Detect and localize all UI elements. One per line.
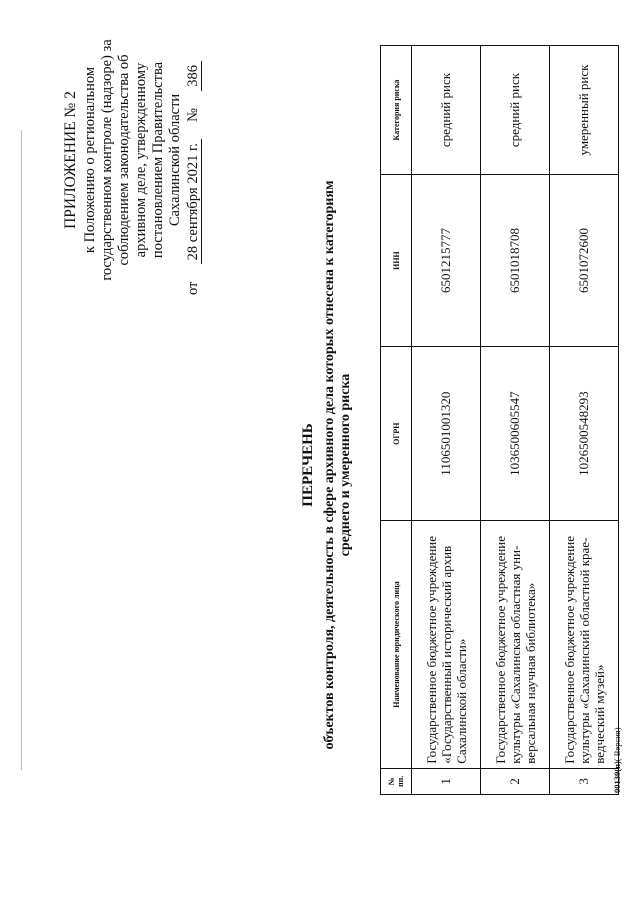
table-row bbox=[412, 46, 481, 795]
document-title bbox=[300, 145, 354, 785]
cell-ogrn: 1026500548293 bbox=[550, 347, 619, 521]
table-row bbox=[550, 46, 619, 795]
title-line-2: среднего и умеренного риска bbox=[338, 373, 353, 557]
header-no: № пп. bbox=[381, 768, 412, 794]
header-ogrn: ОГРН bbox=[381, 347, 412, 521]
cell-risk: средний риск bbox=[412, 46, 481, 175]
appendix-date-line bbox=[185, 25, 202, 295]
cell-inn: 6501215777 bbox=[412, 175, 481, 347]
appendix-date: 28 сентября 2021 г. bbox=[185, 139, 202, 264]
appendix-block bbox=[62, 25, 202, 295]
header-risk: Категория риска bbox=[381, 46, 412, 175]
objects-table bbox=[380, 45, 619, 795]
table-row bbox=[481, 46, 550, 795]
header-name: Наименование юридического лица bbox=[381, 521, 412, 768]
cell-inn: 6501018708 bbox=[481, 175, 550, 347]
footer-code: 00139(п) bbox=[612, 761, 622, 793]
footer-version: ( Версия) bbox=[612, 727, 622, 762]
cell-ogrn: 1036500605547 bbox=[481, 347, 550, 521]
appendix-line: соблюдением законодательства об bbox=[116, 54, 132, 266]
document-footer bbox=[612, 727, 622, 793]
appendix-line: архивном деле, утвержденному bbox=[133, 62, 149, 258]
appendix-line: постановлением Правительства bbox=[150, 61, 166, 259]
header-inn: ИНН bbox=[381, 175, 412, 347]
appendix-number: 386 bbox=[185, 61, 202, 91]
cell-name: Государственное бюджетное учреждение культуры «Сахалинская областная уни-версальная научная библиотека» bbox=[481, 521, 550, 768]
table-header-row bbox=[381, 46, 412, 795]
number-sign: № bbox=[185, 108, 201, 122]
title-line-1: объектов контроля, деятельность в сфере архивного дела которых отнесена к категориям bbox=[322, 180, 337, 750]
cell-risk: средний риск bbox=[481, 46, 550, 175]
date-prefix: от bbox=[185, 281, 201, 295]
cell-risk: умеренный риск bbox=[550, 46, 619, 175]
cell-inn: 6501072600 bbox=[550, 175, 619, 347]
title-main: ПЕРЕЧЕНЬ bbox=[300, 423, 316, 507]
cell-name: Государственное бюджетное учреждение культуры «Сахалинский областной крае-ведческий музей» bbox=[550, 521, 619, 768]
cell-no: 1 bbox=[412, 768, 481, 794]
cell-ogrn: 1106501001320 bbox=[412, 347, 481, 521]
appendix-line: Сахалинской области bbox=[167, 93, 183, 227]
cell-no: 2 bbox=[481, 768, 550, 794]
appendix-line: государственном контроле (надзоре) за bbox=[99, 39, 115, 281]
cell-no: 3 bbox=[550, 768, 619, 794]
appendix-heading: ПРИЛОЖЕНИЕ № 2 bbox=[62, 91, 79, 229]
appendix-line: к Положению о региональном bbox=[82, 66, 98, 254]
cell-name: Государственное бюджетное учреждение «Государственный исторический архив Сахалинской области» bbox=[412, 521, 481, 768]
